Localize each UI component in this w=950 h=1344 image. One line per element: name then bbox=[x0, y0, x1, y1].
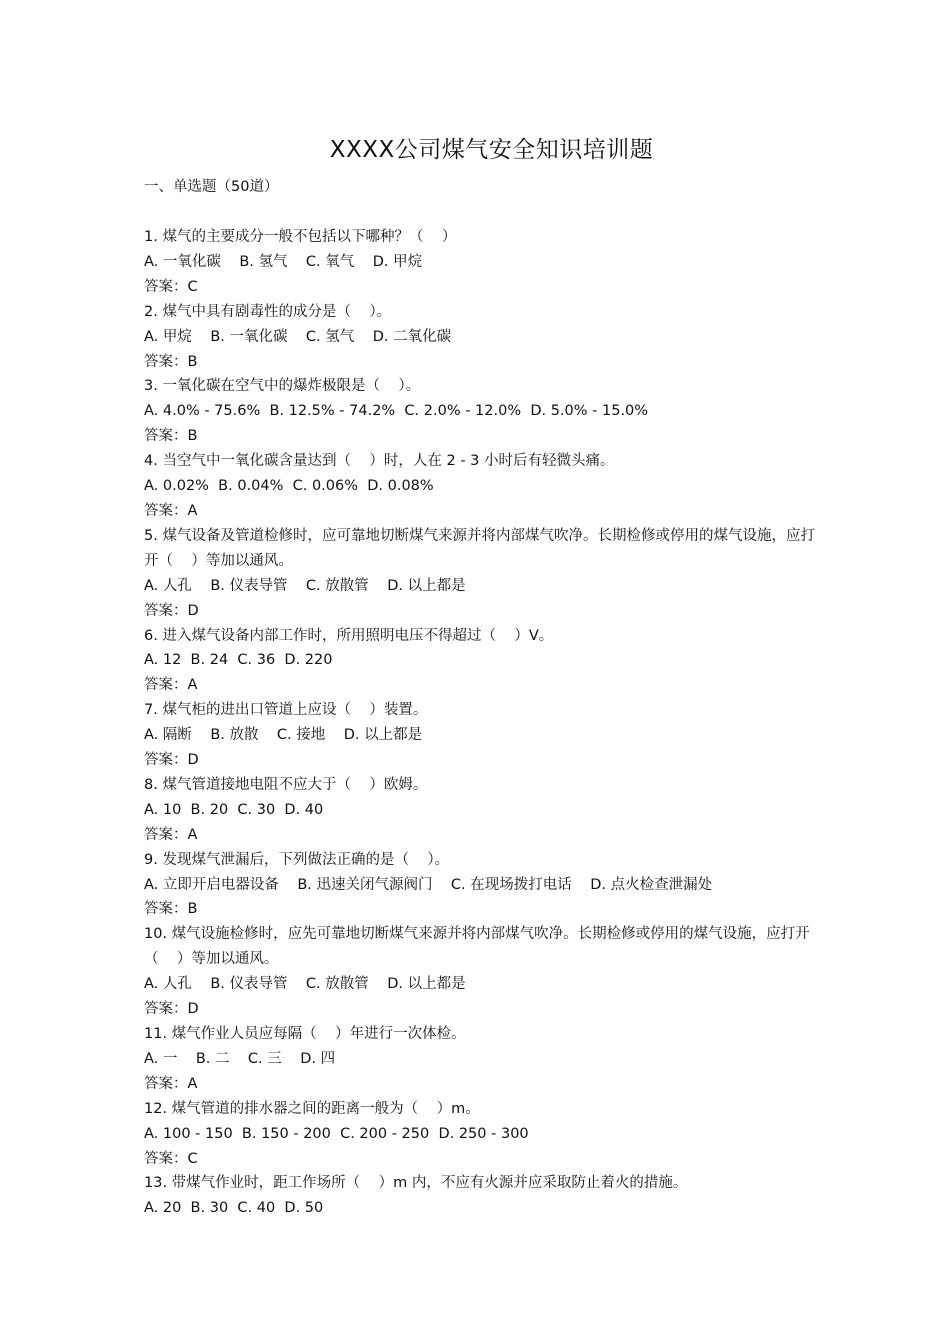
question-options: A. 20 B. 30 C. 40 D. 50 bbox=[144, 1200, 324, 1217]
question-text: 8. 煤气管道接地电阻不应大于（ ）欧姆。 bbox=[144, 776, 428, 793]
question-item bbox=[144, 374, 816, 449]
question-text: 3. 一氧化碳在空气中的爆炸极限是（ ）。 bbox=[144, 378, 421, 395]
question-answer: 答案：A bbox=[144, 677, 198, 694]
question-item bbox=[144, 1171, 816, 1221]
question-answer: 答案：B bbox=[144, 353, 198, 370]
question-options: A. 人孔 B. 仪表导管 C. 放散管 D. 以上都是 bbox=[144, 976, 466, 993]
question-answer: 答案：B bbox=[144, 428, 198, 445]
question-options: A. 立即开启电器设备 B. 迅速关闭气源阀门 C. 在现场拨打电话 D. 点火检查泄漏处 bbox=[144, 876, 713, 893]
question-item bbox=[144, 624, 816, 699]
question-answer: 答案：A bbox=[144, 502, 198, 519]
question-text: 7. 煤气柜的进出口管道上应设（ ）装置。 bbox=[144, 702, 428, 719]
question-options: A. 一 B. 二 C. 三 D. 四 bbox=[144, 1050, 336, 1067]
question-text: 2. 煤气中具有剧毒性的成分是（ ）。 bbox=[144, 303, 392, 320]
question-options: A. 100 - 150 B. 150 - 200 C. 200 - 250 D. 250 - 300 bbox=[144, 1125, 529, 1142]
question-list bbox=[144, 225, 816, 1221]
question-answer: 答案：D bbox=[144, 1001, 199, 1018]
question-text: 5. 煤气设备及管道检修时，应可靠地切断煤气来源并将内部煤气吹净。长期检修或停用的煤气设施，应打开（ ）等加以通风。 bbox=[144, 527, 815, 569]
question-options: A. 10 B. 20 C. 30 D. 40 bbox=[144, 801, 324, 818]
question-item bbox=[144, 698, 816, 773]
question-options: A. 人孔 B. 仪表导管 C. 放散管 D. 以上都是 bbox=[144, 577, 466, 594]
question-answer: 答案：C bbox=[144, 278, 198, 295]
question-answer: 答案：A bbox=[144, 1075, 198, 1092]
question-text: 12. 煤气管道的排水器之间的距离一般为（ ）m。 bbox=[144, 1100, 480, 1117]
question-answer: 答案：D bbox=[144, 602, 199, 619]
question-item bbox=[144, 922, 816, 1022]
question-text: 13. 带煤气作业时，距工作场所（ ）m 内，不应有火源并应采取防止着火的措施。 bbox=[144, 1175, 688, 1192]
question-item bbox=[144, 449, 816, 524]
question-item bbox=[144, 225, 816, 300]
question-item bbox=[144, 524, 816, 624]
question-answer: 答案：D bbox=[144, 752, 199, 769]
question-item bbox=[144, 848, 816, 923]
document-title: XXXX公司煤气安全知识培训题 bbox=[329, 137, 654, 163]
question-options: A. 隔断 B. 放散 C. 接地 D. 以上都是 bbox=[144, 727, 423, 744]
question-options: A. 0.02% B. 0.04% C. 0.06% D. 0.08% bbox=[144, 478, 434, 495]
question-item bbox=[144, 773, 816, 848]
question-item bbox=[144, 1097, 816, 1172]
question-options: A. 12 B. 24 C. 36 D. 220 bbox=[144, 652, 333, 669]
question-text: 11. 煤气作业人员应每隔（ ）年进行一次体检。 bbox=[144, 1026, 466, 1042]
question-text: 10. 煤气设施检修时，应先可靠地切断煤气来源并将内部煤气吹净。长期检修或停用的煤气设施，应打开（ ）等加以通风。 bbox=[144, 926, 810, 968]
question-text: 1. 煤气的主要成分一般不包括以下哪种？（ ） bbox=[144, 229, 457, 245]
question-answer: 答案：B bbox=[144, 901, 198, 918]
question-item bbox=[144, 1022, 816, 1097]
question-answer: 答案：A bbox=[144, 826, 198, 843]
question-options: A. 甲烷 B. 一氧化碳 C. 氢气 D. 二氧化碳 bbox=[144, 328, 452, 345]
question-options: A. 一氧化碳 B. 氢气 C. 氧气 D. 甲烷 bbox=[144, 253, 423, 270]
question-options: A. 4.0% - 75.6% B. 12.5% - 74.2% C. 2.0% - 12.0% D. 5.0% - 15.0% bbox=[144, 403, 649, 420]
question-text: 6. 进入煤气设备内部工作时，所用照明电压不得超过（ ）V。 bbox=[144, 627, 554, 644]
question-item bbox=[144, 300, 816, 375]
section-heading: 一、单选题（50道） bbox=[144, 179, 279, 195]
question-text: 9. 发现煤气泄漏后，下列做法正确的是（ ）。 bbox=[144, 851, 450, 868]
question-text: 4. 当空气中一氧化碳含量达到（ ）时，人在 2 - 3 小时后有轻微头痛。 bbox=[144, 453, 615, 470]
question-answer: 答案：C bbox=[144, 1150, 198, 1167]
